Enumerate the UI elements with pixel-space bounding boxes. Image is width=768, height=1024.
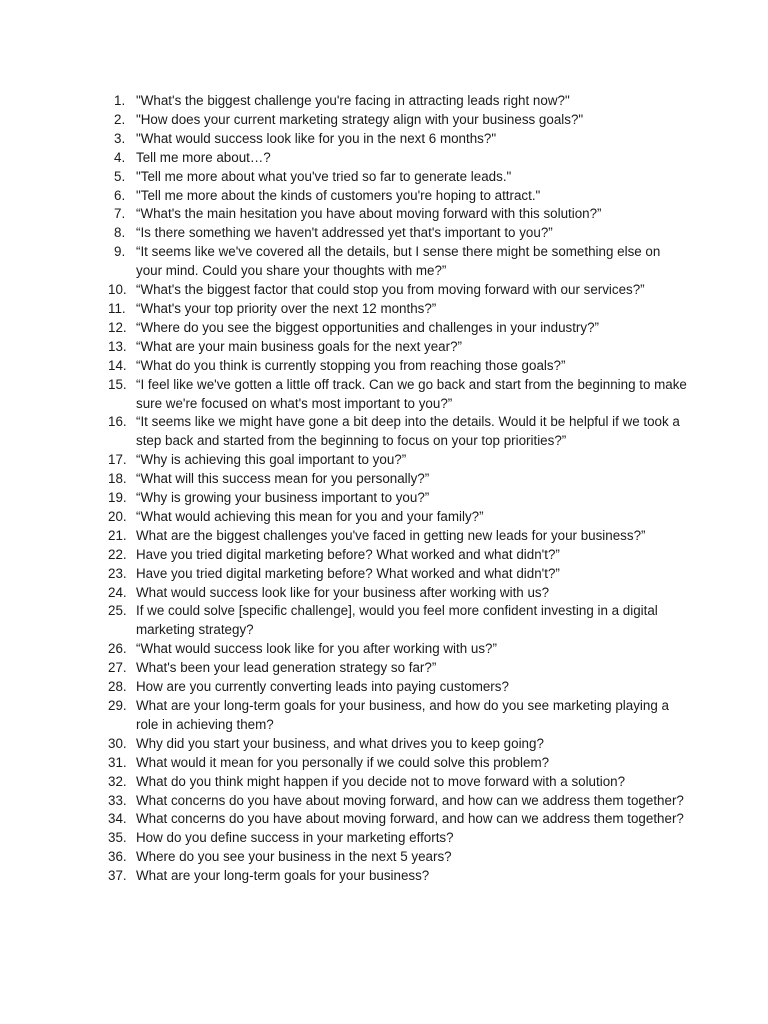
question-text: “Why is achieving this goal important to you?” [136,452,407,468]
question-item [108,640,688,659]
question-text: What would success look like for your business after working with us? [136,584,550,600]
question-item [108,792,688,811]
question-number: 5. [114,168,126,184]
question-number: 23. [108,565,127,581]
question-number: 22. [108,546,127,562]
question-number: 12. [108,319,127,335]
question-number: 2. [114,111,126,127]
question-item [108,867,688,886]
question-item [108,829,688,848]
question-number: 35. [108,830,127,846]
question-item [108,565,688,584]
question-item [108,697,688,735]
question-item [108,281,688,300]
question-text: What are your long-term goals for your business, and how do you see marketing playing a role in achieving them? [136,698,669,732]
question-number: 36. [108,849,127,865]
question-item [108,357,688,376]
question-number: 10. [108,282,127,298]
question-number: 9. [114,244,126,260]
question-number: 24. [108,584,127,600]
question-text: “What are your main business goals for the next year?” [136,338,462,354]
question-number: 32. [108,773,127,789]
question-text: “What will this success mean for you personally?” [136,471,430,487]
question-text: What are your long-term goals for your business? [136,868,430,884]
question-item [108,678,688,697]
question-text: "Tell me more about what you've tried so far to generate leads." [136,168,512,184]
question-item [108,848,688,867]
question-text: Have you tried digital marketing before? What worked and what didn't?” [136,565,560,581]
question-number: 8. [114,225,126,241]
question-number: 27. [108,660,127,676]
question-item [108,489,688,508]
question-number: 1. [114,93,126,108]
question-item [108,451,688,470]
question-number: 26. [108,641,127,657]
question-item [108,168,688,187]
question-item [108,130,688,149]
question-text: What concerns do you have about moving forward, and how can we address them together? [136,792,684,808]
question-item [108,224,688,243]
question-text: Tell me more about…? [136,149,271,165]
question-item [108,773,688,792]
question-number: 14. [108,357,127,373]
question-text: “What would success look like for you after working with us?” [136,641,497,657]
question-text: How are you currently converting leads into paying customers? [136,679,509,695]
question-item [108,508,688,527]
question-number: 37. [108,868,127,884]
question-number: 28. [108,679,127,695]
question-number: 18. [108,471,127,487]
question-text: What are the biggest challenges you've faced in getting new leads for your business?” [136,527,646,543]
question-number: 3. [114,130,126,146]
question-text: How do you define success in your marketing efforts? [136,830,454,846]
question-text: “Where do you see the biggest opportunities and challenges in your industry?” [136,319,599,335]
question-number: 30. [108,735,127,751]
question-item [108,319,688,338]
question-number: 15. [108,376,127,392]
question-item [108,300,688,319]
question-item [108,205,688,224]
question-text: “Is there something we haven't addressed yet that's important to you?” [136,225,553,241]
question-item [108,187,688,206]
question-text: “Why is growing your business important to you?” [136,490,430,506]
question-text: “It seems like we've covered all the details, but I sense there might be something else on your mind. Could you share your thoughts with me?” [136,244,661,279]
question-number: 11. [108,300,126,316]
question-text: "What would success look like for you in the next 6 months?" [136,130,497,146]
question-number: 7. [114,206,126,222]
question-text: What concerns do you have about moving forward, and how can we address them together? [136,811,684,827]
question-text: Have you tried digital marketing before? What worked and what didn't?” [136,546,560,562]
question-text: “What do you think is currently stopping you from reaching those goals?” [136,357,566,373]
question-item [108,243,688,281]
question-text: “What would achieving this mean for you and your family?” [136,508,484,524]
question-item [108,602,688,640]
question-item [108,735,688,754]
question-item [108,376,688,414]
question-text: "Tell me more about the kinds of customers you're hoping to attract." [136,187,541,203]
question-item [108,149,688,168]
question-number: 4. [114,149,126,165]
question-item [108,659,688,678]
question-text: What would it mean for you personally if we could solve this problem? [136,754,550,770]
question-number: 6. [114,187,126,203]
question-number: 21. [108,527,127,543]
question-number: 19. [108,490,127,506]
question-item [108,92,688,111]
question-item [108,413,688,451]
question-item [108,470,688,489]
question-text: “What's your top priority over the next 12 months?” [136,300,437,316]
question-number: 25. [108,603,127,619]
question-item [108,810,688,829]
question-text: “What's the biggest factor that could stop you from moving forward with our services?” [136,282,645,298]
question-text: What's been your lead generation strategy so far?” [136,660,437,676]
question-number: 17. [108,452,127,468]
question-text: “I feel like we've gotten a little off track. Can we go back and start from the beginning to make sure we're focused on what's most important to you?” [136,376,687,411]
question-text: "What's the biggest challenge you're facing in attracting leads right now?" [136,93,570,108]
question-text: If we could solve [specific challenge], would you feel more confident investing in a digital marketing strategy? [136,603,658,638]
question-text: Why did you start your business, and what drives you to keep going? [136,735,544,751]
question-item [108,584,688,603]
question-text: "How does your current marketing strategy align with your business goals?" [136,111,584,127]
question-number: 34. [108,811,127,827]
question-number: 33. [108,792,127,808]
question-text: What do you think might happen if you decide not to move forward with a solution? [136,773,626,789]
question-item [108,111,688,130]
question-number: 29. [108,698,127,713]
question-item [108,546,688,565]
question-list [108,92,688,886]
question-number: 16. [108,414,127,430]
question-text: Where do you see your business in the next 5 years? [136,849,452,865]
question-number: 31. [108,754,127,770]
question-text: “It seems like we might have gone a bit deep into the details. Would it be helpful if we took a step back and started from the beginning to focus on your top priorities?” [136,414,680,449]
question-text: “What's the main hesitation you have about moving forward with this solution?” [136,206,602,222]
question-item [108,527,688,546]
question-item [108,754,688,773]
question-number: 20. [108,508,127,524]
question-number: 13. [108,338,127,354]
question-item [108,338,688,357]
